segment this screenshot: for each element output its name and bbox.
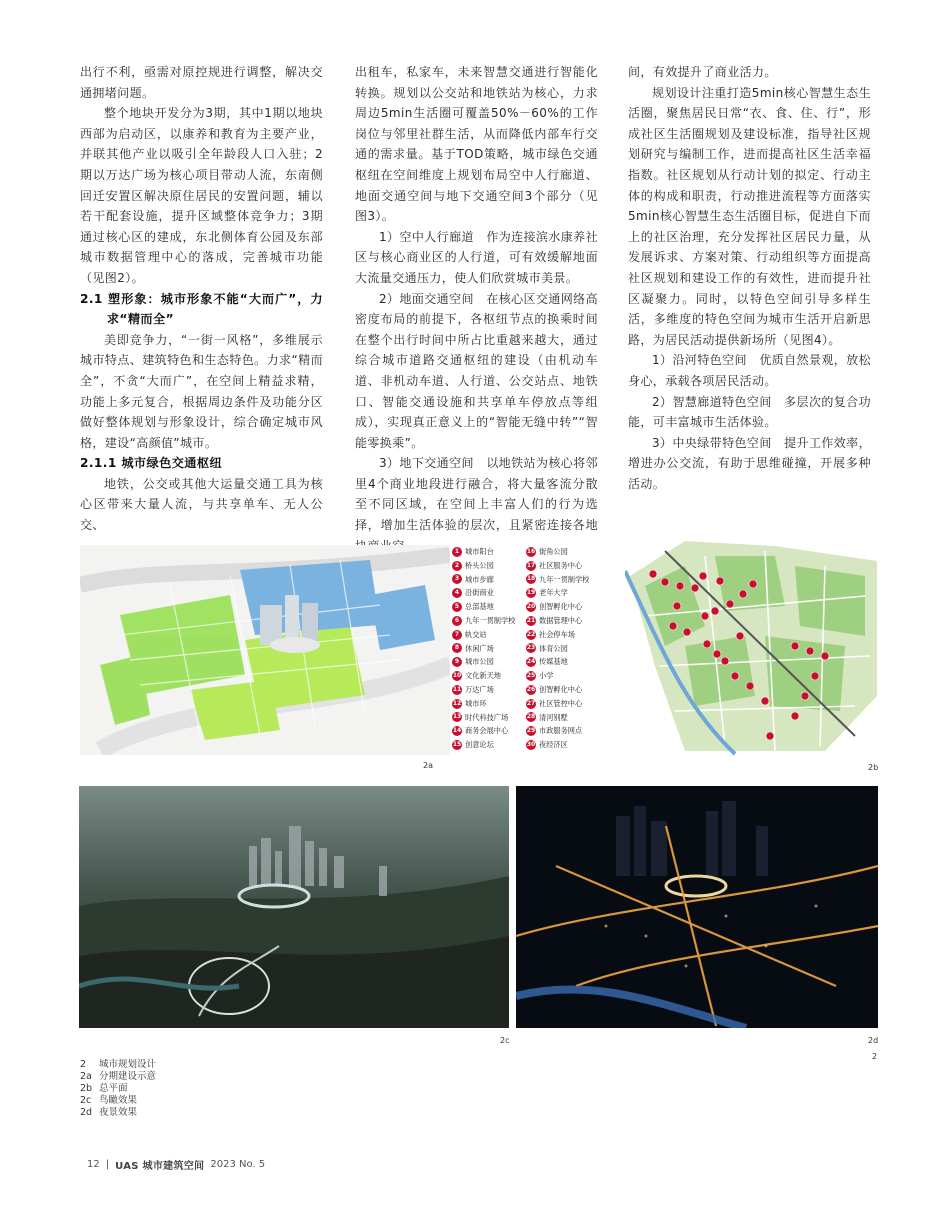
legend-label: 传媒基地 [539, 657, 568, 667]
legend-item [526, 642, 608, 656]
marker-number-icon: 22 [526, 630, 536, 638]
text-column-3 [628, 62, 871, 494]
marker-number-icon: 9 [452, 657, 462, 667]
marker-number-icon: 28 [526, 713, 536, 721]
marker-number-icon: 5 [452, 602, 462, 612]
legend-item [452, 683, 534, 697]
legend-label: 商务会展中心 [465, 726, 509, 736]
legend-item [452, 669, 534, 683]
legend-label: 创智孵化中心 [539, 602, 583, 612]
figure-captions [80, 1059, 156, 1119]
legend-item [452, 628, 534, 642]
journal-issue: 2023 No. 5 [210, 1159, 266, 1170]
text-column-1 [80, 62, 323, 536]
text-column-2 [355, 62, 598, 556]
caption-number: 2b [80, 1083, 93, 1094]
marker-number-icon: 18 [526, 575, 536, 583]
legend-label: 街角公园 [539, 547, 568, 556]
marker-number-icon: 3 [452, 574, 462, 584]
legend-item [526, 600, 608, 614]
legend-label: 社区管控中心 [539, 698, 583, 708]
figure-label-2a: 2a [423, 761, 433, 770]
paragraph: 规划设计注重打造5min核心智慧生态生活圈，聚焦居民日常“衣、食、住、行”，形成社区生活圈规划及建设标准，指导社区规划研究与编制工作，进而提高社区生活幸福指数。社区规划从行动计划的拟定、行动主体的构成和职责，行动推进流程等方面落实5min核心智慧生态生活圈目标，促进自下而上的社区治理，充分发挥社区居民力量，从发展诉求、方案对策、行动组织等方面提高社区规划和建设工作的有效性，进而提升社区凝聚力。同时，以特色空间引导多样生活，多维度的特色空间为城市生活开启新思路，为居民活动提供新场所（见图4）。 [628, 85, 871, 347]
legend-item [526, 711, 608, 725]
marker-number-icon: 4 [452, 588, 462, 598]
marker-number-icon: 11 [452, 685, 462, 693]
marker-number-icon: 12 [452, 699, 462, 707]
journal-name: UAS 城市建筑空间 [115, 1161, 205, 1172]
legend-item [526, 683, 608, 697]
legend-label: 九年一贯制学校 [539, 574, 590, 584]
legend-label: 城市环 [465, 698, 487, 708]
legend-item [526, 614, 608, 628]
paragraph: 美即竞争力，“一街一风格”，多维展示城市特点、建筑特色和生态特色。力求“精而全”，不贪“大而广”，在空间上精益求精，功能上多元复合，根据周边条件及功能分区做好整体规划与形象设计，综合确定城市风格，建设“高颜值”城市。 [80, 332, 323, 450]
subsection-heading: 2.1.1 城市绿色交通枢纽 [80, 456, 223, 471]
marker-number-icon: 27 [526, 699, 536, 707]
marker-number-icon: 30 [526, 741, 536, 749]
marker-number-icon: 13 [452, 713, 462, 721]
legend-label: 社区服务中心 [539, 560, 583, 570]
caption-text: 鸟瞰效果 [99, 1095, 138, 1106]
marker-number-icon: 23 [526, 644, 536, 652]
legend-label: 夜经济区 [539, 740, 568, 750]
legend-item [452, 573, 534, 587]
legend-item [452, 738, 534, 752]
figure-2a-phase-map [80, 545, 450, 755]
caption-text: 分期建设示意 [99, 1071, 157, 1082]
caption-text: 总平面 [99, 1083, 128, 1094]
legend-label: 清河别墅 [539, 712, 568, 722]
paragraph: 1）沿河特色空间 优质自然景观，放松身心，承载各项居民活动。 [628, 353, 871, 388]
aerial-rendering-image [79, 786, 509, 1028]
master-plan-illustration [625, 536, 877, 756]
legend-item [526, 697, 608, 711]
figure-2c-aerial-rendering [79, 786, 509, 1028]
paragraph: 3）中央绿带特色空间 提升工作效率，增进办公交流，有助于思维碰撞，开展多种活动。 [628, 435, 871, 491]
marker-number-icon: 10 [452, 672, 462, 680]
paragraph: 地铁，公交或其他大运量交通工具为核心区带来大量人流，与共享单车、无人公交、 [80, 476, 323, 533]
legend-label: 桥头公园 [465, 560, 494, 570]
marker-number-icon: 20 [526, 603, 536, 611]
legend-label: 体育公园 [539, 643, 568, 653]
caption-number: 2 [80, 1059, 87, 1070]
phase-map-illustration [80, 545, 450, 755]
caption-line [80, 1083, 156, 1095]
map-legend [452, 545, 622, 773]
legend-label: 数据管理中心 [539, 615, 583, 625]
legend-label: 时代科技广场 [465, 712, 509, 722]
legend-item [526, 669, 608, 683]
legend-label: 文化新天地 [465, 671, 501, 681]
legend-label: 城市步廊 [465, 574, 494, 584]
marker-number-icon: 19 [526, 589, 536, 597]
marker-number-icon: 7 [452, 630, 462, 640]
page-number: 12 [87, 1159, 100, 1170]
paragraph: 间，有效提升了商业活力。 [628, 65, 777, 79]
legend-item [526, 628, 608, 642]
paragraph: 2）智慧廊道特色空间 多层次的复合功能，可丰富城市生活体验。 [628, 394, 871, 430]
legend-label: 社会停车场 [539, 629, 575, 639]
figure-label-2d: 2d [868, 1036, 879, 1045]
marker-number-icon: 21 [526, 616, 536, 624]
marker-number-icon: 8 [452, 643, 462, 653]
legend-label: 沿街商业 [465, 588, 494, 598]
marker-number-icon: 25 [526, 672, 536, 680]
legend-label: 休闲广场 [465, 643, 494, 653]
figure-2d-night-rendering [516, 786, 878, 1028]
caption-line [80, 1107, 156, 1119]
caption-text: 夜景效果 [99, 1107, 138, 1118]
marker-number-icon: 6 [452, 616, 462, 626]
footer-separator: | [105, 1159, 110, 1170]
paragraph: 整个地块开发分为3期，其中1期以地块西部为启动区，以康养和教育为主要产业，并联其他产业以吸引全年龄段人口入驻；2期以万达广场为核心项目带动人流，东南侧回迁安置区解决原住居民的安置问题，辅以若干配套设施，提升区域整体竞争力；3期通过核心区的建成，东北侧体育公园及东部城市数据管理中心的落成，完善城市功能（见图2）。 [80, 106, 323, 285]
legend-label: 城市公园 [465, 657, 494, 667]
paragraph: 3）地下交通空间 以地铁站为核心将邻里4个商业地段进行融合，将大量客流分散至不同区域，在空间上丰富人们的行为选择，增加生活体验的层次，且紧密连接各地 [355, 456, 598, 533]
legend-label: 总部基地 [465, 602, 494, 612]
legend-label: 城市阳台 [465, 547, 494, 556]
legend-item [526, 559, 608, 573]
paragraph: 出租车，私家车，未来智慧交通进行智能化转换。规划以公交站和地铁站为核心，力求周边5min生活圈可覆盖50%－60%的工作岗位与邻里社群生活，从而降低内部车行交通的需求量。基于TOD策略，城市绿色交通枢纽在空间维度上规划布局空中人行廊道、地面交通空间与地下交通空间3个部分（见图3）。 [355, 65, 598, 224]
legend-item [452, 642, 534, 656]
legend-item [526, 724, 608, 738]
section-heading: 2.1 塑形象：城市形象不能“大而广”，力求“精而全” [80, 291, 323, 327]
paragraph: 2）地面交通空间 在核心区交通网络高密度布局的前提下，各枢纽节点的换乘时间在整个出行时间中所占比重越来越大，通过综合城市道路交通枢纽的建设（由机动车道、非机动车道、人行道、公交站点、地铁口、智能交通设施和共享单车停放点等组成），实现真正意义上的“智能无缝中转”“智能零换乘”。 [355, 291, 598, 450]
legend-label: 轨交站 [465, 629, 487, 639]
legend-label: 创意论坛 [465, 740, 494, 750]
legend-label: 市政服务网点 [539, 726, 583, 736]
figure-label-2: 2 [872, 1052, 878, 1061]
marker-number-icon: 24 [526, 658, 536, 666]
legend-item [452, 724, 534, 738]
legend-label: 万达广场 [465, 684, 494, 694]
paragraph: 1）空中人行廊道 作为连接滨水康养社区与核心商业区的人行道，可有效缓解地面大流量交通压力，使人们欣赏城市美景。 [355, 229, 598, 285]
marker-number-icon: 16 [526, 547, 536, 555]
legend-item [452, 545, 534, 559]
legend-item [452, 614, 534, 628]
legend-list-right [526, 545, 608, 752]
marker-number-icon: 15 [452, 741, 462, 749]
legend-item [526, 655, 608, 669]
marker-number-icon: 17 [526, 561, 536, 569]
page-footer [87, 1157, 265, 1172]
legend-item [452, 586, 534, 600]
caption-line [80, 1071, 156, 1083]
legend-label: 老年大学 [539, 588, 568, 598]
figure-label-2b: 2b [868, 763, 879, 772]
legend-item [452, 559, 534, 573]
marker-number-icon: 14 [452, 727, 462, 735]
figure-label-2c: 2c [500, 1036, 510, 1045]
marker-number-icon: 26 [526, 685, 536, 693]
caption-number: 2d [80, 1107, 93, 1118]
legend-item [452, 655, 534, 669]
legend-label: 小学 [539, 671, 554, 681]
legend-item [526, 586, 608, 600]
caption-number: 2c [80, 1095, 92, 1106]
paragraph: 出行不利，亟需对原控规进行调整，解决交通拥堵问题。 [80, 65, 323, 100]
legend-list-left [452, 545, 534, 752]
figure-2b-master-plan [625, 536, 877, 756]
caption-number: 2a [80, 1071, 92, 1082]
caption-line [80, 1059, 156, 1071]
caption-line [80, 1095, 156, 1107]
legend-item [452, 600, 534, 614]
night-rendering-image [516, 786, 878, 1028]
legend-item [452, 711, 534, 725]
caption-text: 城市规划设计 [99, 1059, 157, 1070]
marker-number-icon: 29 [526, 727, 536, 735]
marker-number-icon: 1 [452, 547, 462, 557]
legend-item [526, 738, 608, 752]
legend-item [526, 573, 608, 587]
legend-item [452, 697, 534, 711]
marker-number-icon: 2 [452, 561, 462, 571]
legend-label: 创智孵化中心 [539, 684, 583, 694]
legend-item [526, 545, 608, 559]
legend-label: 九年一贯制学校 [465, 615, 516, 625]
